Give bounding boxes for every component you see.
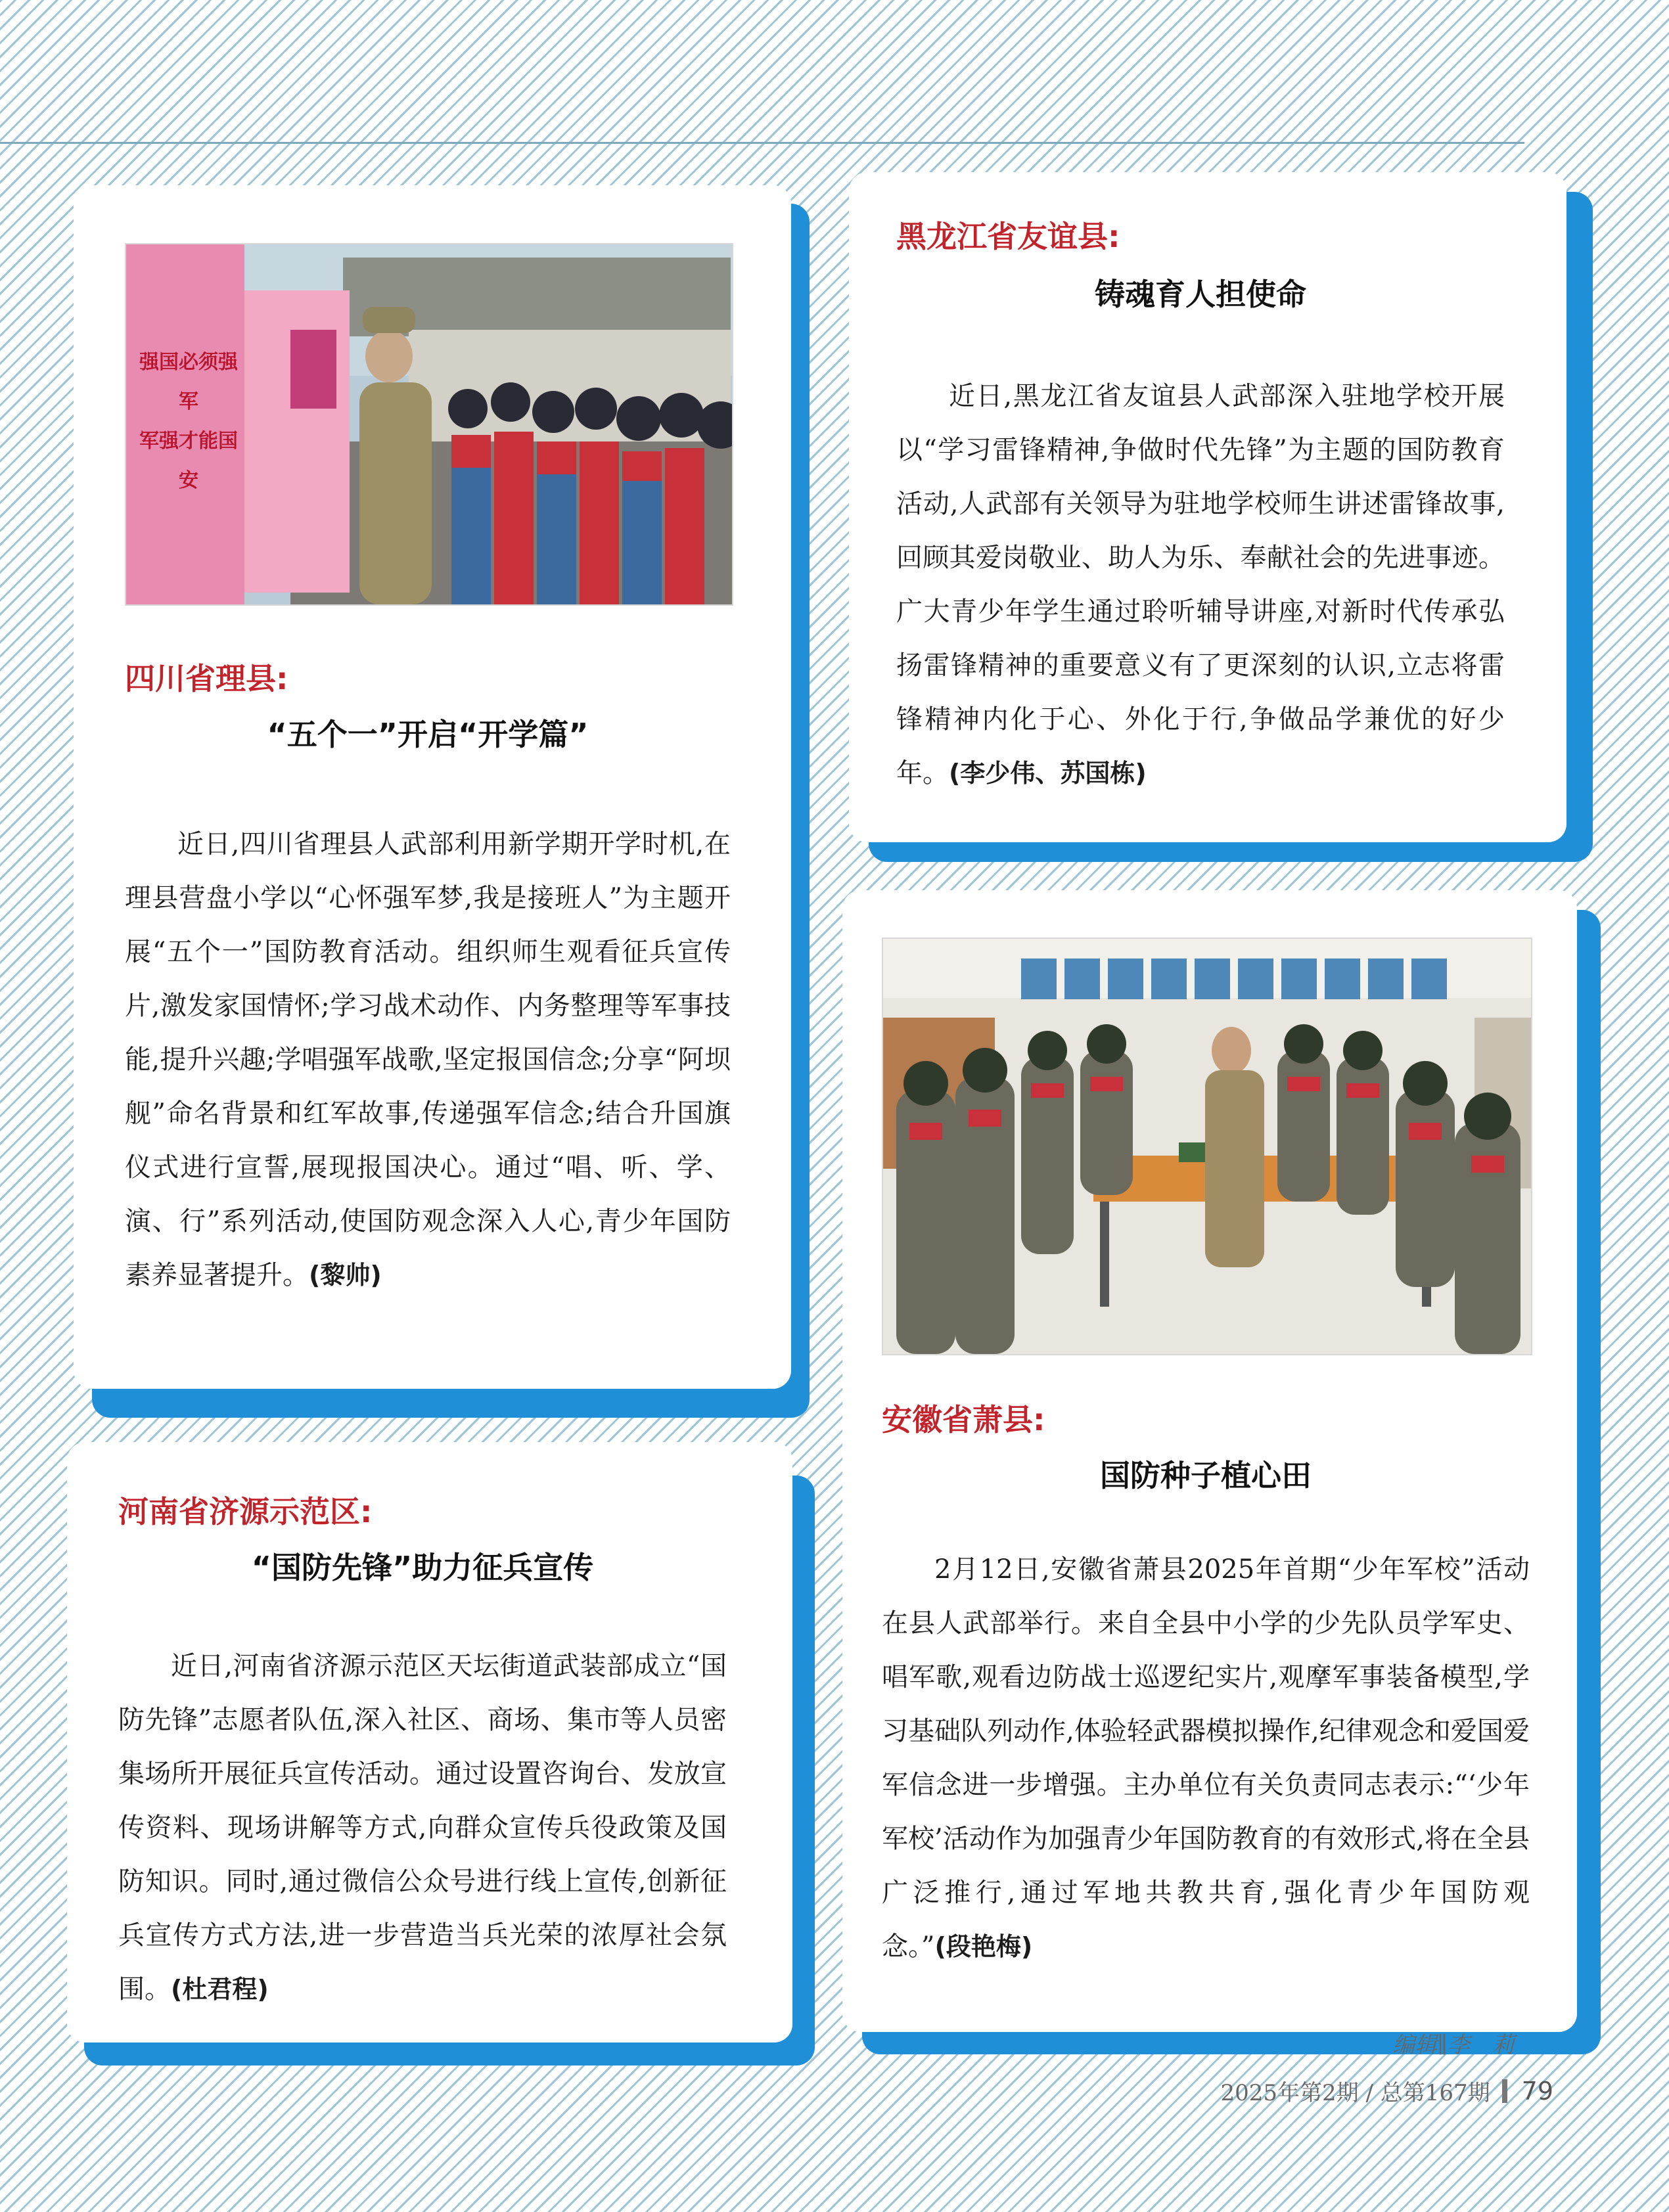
region-heilongjiang: 黑龙江省友谊县: xyxy=(896,219,1120,254)
body-henan xyxy=(118,1639,727,2016)
body-heilongjiang-text: 近日,黑龙江省友谊县人武部深入驻地学校开展以“学习雷锋精神,争做时代先锋”为主题的国防教育活动,人武部有关领导为驻地学校师生讲述雷锋故事,回顾其爱岗敬业、助人为乐、奉献社会的先进事迹。广大青少年学生通过聆听辅导讲座,对新时代传承弘扬雷锋精神的重要意义有了更深刻的认识,立志将雷锋精神内化于心、外化于行,争做品学兼优的好少年。 xyxy=(896,381,1505,788)
headline-heilongjiang: 铸魂育人担使命 xyxy=(1095,277,1306,312)
photo-anhui-illustration xyxy=(883,939,1531,1354)
body-sichuan xyxy=(125,817,731,1302)
body-sichuan-text: 近日,四川省理县人武部利用新学期开学时机,在理县营盘小学以“心怀强军梦,我是接班人”为主题开展“五个一”国防教育活动。组织师生观看征兵宣传片,激发家国情怀;学习战术动作、内务整理等军事技能,提升兴趣;学唱强军战歌,坚定报国信念;分享“阿坝舰”命名背景和红军故事,传递强军信念;结合升国旗仪式进行宣誓,展现报国决心。通过“唱、听、学、演、行”系列活动,使国防观念深入人心,青少年国防素养显著提升。 xyxy=(125,829,731,1290)
photo-sichuan-officer-students xyxy=(125,243,733,606)
headline-henan: “国防先锋”助力征兵宣传 xyxy=(251,1550,594,1585)
body-anhui xyxy=(882,1543,1530,1974)
photo-banner-line-1: 强国必须强军 xyxy=(139,351,238,413)
footer-issue xyxy=(1221,2075,1553,2107)
photo-banner-text xyxy=(133,343,244,501)
headline-sichuan: “五个一”开启“开学篇” xyxy=(267,717,589,752)
author-anhui: (段艳梅) xyxy=(934,1932,1033,1961)
author-sichuan: (黎帅) xyxy=(309,1261,382,1290)
body-henan-text: 近日,河南省济源示范区天坛街道武装部成立“国防先锋”志愿者队伍,深入社区、商场、集市等人员密集场所开展征兵宣传活动。通过设置咨询台、发放宣传资料、现场讲解等方式,向群众宣传兵役政策及国防知识。同时,通过微信公众号进行线上宣传,创新征兵宣传方式方法,进一步营造当兵光荣的浓厚社会氛围。 xyxy=(118,1651,727,2004)
footer-editor: 编辑∥李 莉 xyxy=(1392,2032,1515,2058)
region-anhui: 安徽省萧县: xyxy=(882,1402,1045,1437)
header-rule xyxy=(0,142,1524,144)
article-card-sichuan xyxy=(74,185,791,1389)
region-henan: 河南省济源示范区: xyxy=(118,1494,373,1529)
author-henan: (杜君程) xyxy=(171,1975,269,2004)
photo-banner-line-2: 军强才能国安 xyxy=(139,430,238,492)
article-card-anhui xyxy=(842,890,1577,2032)
body-anhui-text: 2月12日,安徽省萧县2025年首期“少年军校”活动在县人武部举行。来自全县中小学的少先队员学军史、唱军歌,观看边防战士巡逻纪实片,观摩军事装备模型,学习基础队列动作,体验轻武器模拟操作,纪律观念和爱国爱军信念进一步增强。主办单位有关负责同志表示:“‘少年军校’活动作为加强青少年国防教育的有效形式,将在全县广泛推行,通过军地共教共育,强化青少年国防观念。” xyxy=(882,1554,1530,1962)
region-sichuan: 四川省理县: xyxy=(125,661,288,696)
photo-anhui-junior-military-school xyxy=(882,937,1532,1355)
page-number: 79 xyxy=(1521,2076,1553,2106)
article-card-heilongjiang xyxy=(849,172,1566,842)
body-heilongjiang xyxy=(896,369,1505,800)
author-heilongjiang: (李少伟、苏国栋) xyxy=(949,759,1147,788)
footer-divider xyxy=(1502,2079,1507,2103)
footer-issue-text: 2025年第2期 / 总第167期 xyxy=(1220,2080,1490,2106)
article-card-henan xyxy=(67,1442,792,2043)
headline-anhui: 国防种子植心田 xyxy=(1100,1458,1312,1493)
